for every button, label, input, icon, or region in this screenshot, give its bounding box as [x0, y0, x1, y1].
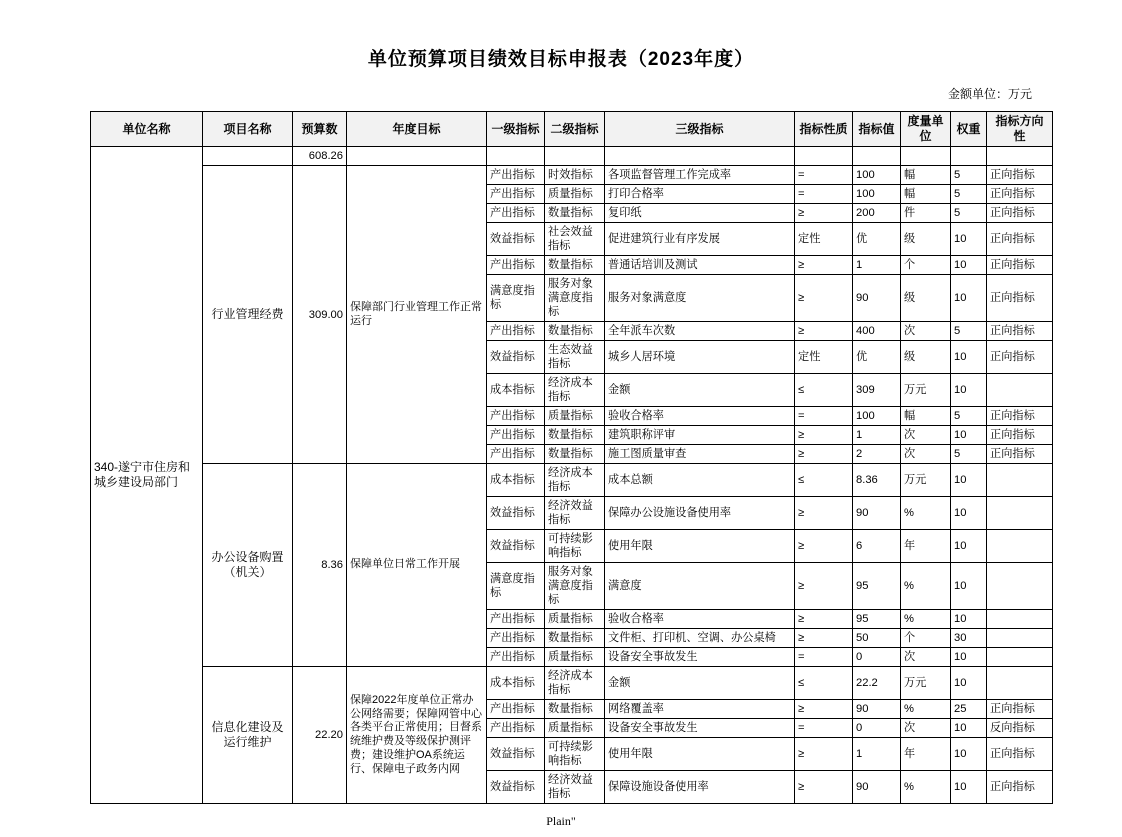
cell-level3-indicator: 验收合格率: [605, 610, 795, 629]
cell-level3-indicator: 复印纸: [605, 204, 795, 223]
cell-indicator-nature: =: [795, 166, 853, 185]
cell-weight: 5: [951, 204, 987, 223]
cell-level2-indicator: 可持续影响指标: [545, 530, 605, 563]
th-indicator-value: 指标值: [853, 112, 901, 147]
cell-level3-indicator: 普通话培训及测试: [605, 256, 795, 275]
cell-weight: 5: [951, 166, 987, 185]
cell-weight: 10: [951, 341, 987, 374]
cell-level2-indicator: 服务对象满意度指标: [545, 563, 605, 610]
cell-level1-indicator: 满意度指标: [487, 275, 545, 322]
cell-weight: 10: [951, 275, 987, 322]
cell-direction: [987, 629, 1053, 648]
cell-measure-unit: %: [901, 771, 951, 804]
cell-direction: 正向指标: [987, 185, 1053, 204]
cell-empty: [545, 147, 605, 166]
cell-measure-unit: 级: [901, 223, 951, 256]
cell-level1-indicator: 满意度指标: [487, 563, 545, 610]
cell-level3-indicator: 施工图质量审查: [605, 445, 795, 464]
cell-indicator-value: 90: [853, 771, 901, 804]
cell-indicator-nature: ≥: [795, 275, 853, 322]
cell-level1-indicator: 效益指标: [487, 530, 545, 563]
cell-weight: 10: [951, 719, 987, 738]
cell-level2-indicator: 经济成本指标: [545, 667, 605, 700]
cell-indicator-value: 2: [853, 445, 901, 464]
cell-project-name: 行业管理经费: [203, 166, 293, 464]
cell-level3-indicator: 满意度: [605, 563, 795, 610]
cell-measure-unit: %: [901, 497, 951, 530]
cell-level3-indicator: 金额: [605, 374, 795, 407]
cell-empty: [795, 147, 853, 166]
cell-direction: [987, 563, 1053, 610]
th-level2-indicator: 二级指标: [545, 112, 605, 147]
cell-level1-indicator: 效益指标: [487, 497, 545, 530]
th-weight: 权重: [951, 112, 987, 147]
cell-weight: 5: [951, 185, 987, 204]
cell-annual-goal: 保障部门行业管理工作正常运行: [347, 166, 487, 464]
th-direction: 指标方向性: [987, 112, 1053, 147]
cell-level2-indicator: 经济成本指标: [545, 374, 605, 407]
cell-direction: 正向指标: [987, 738, 1053, 771]
cell-project-name: 信息化建设及运行维护: [203, 667, 293, 804]
cell-level1-indicator: 产出指标: [487, 719, 545, 738]
cell-level3-indicator: 城乡人居环境: [605, 341, 795, 374]
cell-level2-indicator: 质量指标: [545, 185, 605, 204]
cell-weight: 10: [951, 426, 987, 445]
cell-measure-unit: 年: [901, 530, 951, 563]
cell-indicator-value: 95: [853, 610, 901, 629]
cell-indicator-value: 309: [853, 374, 901, 407]
cell-level1-indicator: 产出指标: [487, 426, 545, 445]
cell-measure-unit: 万元: [901, 374, 951, 407]
cell-indicator-nature: ≥: [795, 204, 853, 223]
amount-unit-note: 金额单位：万元: [947, 87, 1032, 101]
cell-level2-indicator: 生态效益指标: [545, 341, 605, 374]
cell-weight: 10: [951, 464, 987, 497]
cell-indicator-nature: ≥: [795, 563, 853, 610]
cell-level3-indicator: 使用年限: [605, 530, 795, 563]
cell-weight: 5: [951, 407, 987, 426]
cell-direction: [987, 667, 1053, 700]
cell-level3-indicator: 建筑职称评审: [605, 426, 795, 445]
cell-indicator-value: 100: [853, 166, 901, 185]
cell-direction: [987, 374, 1053, 407]
cell-direction: 正向指标: [987, 445, 1053, 464]
cell-indicator-nature: =: [795, 719, 853, 738]
cell-indicator-nature: ≤: [795, 667, 853, 700]
document-page: [0, 44, 1122, 837]
cell-measure-unit: 次: [901, 648, 951, 667]
cell-indicator-value: 6: [853, 530, 901, 563]
cell-empty: [901, 147, 951, 166]
cell-measure-unit: %: [901, 610, 951, 629]
cell-indicator-value: 1: [853, 256, 901, 275]
cell-level3-indicator: 设备安全事故发生: [605, 648, 795, 667]
cell-measure-unit: 个: [901, 629, 951, 648]
cell-direction: 正向指标: [987, 341, 1053, 374]
cell-indicator-value: 22.2: [853, 667, 901, 700]
cell-measure-unit: 件: [901, 204, 951, 223]
cell-level3-indicator: 保障设施设备使用率: [605, 771, 795, 804]
table-row: [91, 147, 1053, 166]
cell-level3-indicator: 各项监督管理工作完成率: [605, 166, 795, 185]
cell-measure-unit: %: [901, 700, 951, 719]
cell-indicator-value: 90: [853, 700, 901, 719]
cell-level3-indicator: 促进建筑行业有序发展: [605, 223, 795, 256]
th-measure-unit: 度量单位: [901, 112, 951, 147]
cell-level2-indicator: 经济效益指标: [545, 497, 605, 530]
cell-indicator-value: 400: [853, 322, 901, 341]
cell-indicator-nature: 定性: [795, 223, 853, 256]
cell-level1-indicator: 成本指标: [487, 464, 545, 497]
cell-empty: [987, 147, 1053, 166]
cell-level1-indicator: 效益指标: [487, 341, 545, 374]
cell-indicator-nature: ≥: [795, 738, 853, 771]
cell-direction: [987, 530, 1053, 563]
cell-level3-indicator: 全年派车次数: [605, 322, 795, 341]
cell-level1-indicator: 成本指标: [487, 374, 545, 407]
cell-indicator-nature: ≥: [795, 610, 853, 629]
cell-level1-indicator: 产出指标: [487, 648, 545, 667]
cell-level2-indicator: 数量指标: [545, 204, 605, 223]
cell-level3-indicator: 使用年限: [605, 738, 795, 771]
cell-direction: 正向指标: [987, 256, 1053, 275]
cell-level2-indicator: 数量指标: [545, 322, 605, 341]
cell-weight: 30: [951, 629, 987, 648]
cell-level1-indicator: 产出指标: [487, 256, 545, 275]
cell-direction: 正向指标: [987, 322, 1053, 341]
cell-level2-indicator: 数量指标: [545, 426, 605, 445]
th-budget: 预算数: [293, 112, 347, 147]
cell-level3-indicator: 验收合格率: [605, 407, 795, 426]
cell-level3-indicator: 网络覆盖率: [605, 700, 795, 719]
cell-indicator-value: 90: [853, 497, 901, 530]
cell-measure-unit: 幅: [901, 166, 951, 185]
cell-level1-indicator: 产出指标: [487, 185, 545, 204]
cell-level3-indicator: 文件柜、打印机、空调、办公桌椅: [605, 629, 795, 648]
cell-direction: [987, 648, 1053, 667]
th-indicator-nature: 指标性质: [795, 112, 853, 147]
cell-direction: 正向指标: [987, 426, 1053, 445]
cell-level3-indicator: 服务对象满意度: [605, 275, 795, 322]
cell-direction: [987, 610, 1053, 629]
cell-level1-indicator: 成本指标: [487, 667, 545, 700]
cell-measure-unit: %: [901, 563, 951, 610]
cell-level1-indicator: 产出指标: [487, 445, 545, 464]
th-level3-indicator: 三级指标: [605, 112, 795, 147]
cell-level3-indicator: 打印合格率: [605, 185, 795, 204]
cell-level2-indicator: 经济效益指标: [545, 771, 605, 804]
cell-indicator-nature: ≥: [795, 629, 853, 648]
cell-indicator-nature: ≤: [795, 464, 853, 497]
cell-indicator-nature: =: [795, 648, 853, 667]
table-body: [91, 147, 1053, 804]
cell-level2-indicator: 经济成本指标: [545, 464, 605, 497]
cell-direction: 正向指标: [987, 275, 1053, 322]
cell-indicator-nature: ≥: [795, 771, 853, 804]
cell-level2-indicator: 质量指标: [545, 719, 605, 738]
cell-indicator-nature: ≥: [795, 530, 853, 563]
cell-indicator-value: 优: [853, 223, 901, 256]
cell-indicator-nature: =: [795, 407, 853, 426]
cell-measure-unit: 万元: [901, 464, 951, 497]
table-header-row: [91, 112, 1053, 147]
cell-level3-indicator: 保障办公设施设备使用率: [605, 497, 795, 530]
cell-level1-indicator: 产出指标: [487, 610, 545, 629]
cell-project-budget: 22.20: [293, 667, 347, 804]
cell-measure-unit: 幅: [901, 407, 951, 426]
cell-indicator-value: 100: [853, 407, 901, 426]
cell-weight: 10: [951, 374, 987, 407]
cell-indicator-nature: ≥: [795, 256, 853, 275]
th-level1-indicator: 一级指标: [487, 112, 545, 147]
cell-level2-indicator: 数量指标: [545, 700, 605, 719]
cell-indicator-value: 200: [853, 204, 901, 223]
cell-indicator-value: 优: [853, 341, 901, 374]
cell-direction: [987, 497, 1053, 530]
cell-measure-unit: 次: [901, 445, 951, 464]
cell-indicator-nature: ≥: [795, 497, 853, 530]
cell-level2-indicator: 数量指标: [545, 445, 605, 464]
cell-weight: 10: [951, 256, 987, 275]
table-row: [91, 166, 1053, 185]
cell-direction: 正向指标: [987, 166, 1053, 185]
cell-project-name: [203, 147, 293, 166]
cell-level3-indicator: 金额: [605, 667, 795, 700]
cell-level2-indicator: 服务对象满意度指标: [545, 275, 605, 322]
cell-weight: 10: [951, 738, 987, 771]
cell-indicator-nature: ≥: [795, 700, 853, 719]
cell-level2-indicator: 质量指标: [545, 648, 605, 667]
table-row: [91, 464, 1053, 497]
cell-direction: [987, 464, 1053, 497]
cell-direction: 正向指标: [987, 700, 1053, 719]
cell-weight: 10: [951, 771, 987, 804]
cell-indicator-nature: 定性: [795, 341, 853, 374]
cell-measure-unit: 幅: [901, 185, 951, 204]
cell-level1-indicator: 产出指标: [487, 629, 545, 648]
performance-target-table: [90, 111, 1053, 804]
performance-target-table-wrapper: [90, 111, 1044, 804]
cell-unit-name: 340-遂宁市住房和城乡建设局部门: [91, 147, 203, 804]
cell-level2-indicator: 数量指标: [545, 256, 605, 275]
th-project-name: 项目名称: [203, 112, 293, 147]
cell-level1-indicator: 产出指标: [487, 166, 545, 185]
cell-project-budget: 309.00: [293, 166, 347, 464]
cell-level2-indicator: 数量指标: [545, 629, 605, 648]
cell-direction: 正向指标: [987, 771, 1053, 804]
cell-indicator-value: 90: [853, 275, 901, 322]
cell-empty: [347, 147, 487, 166]
cell-indicator-nature: ≥: [795, 426, 853, 445]
cell-direction: 正向指标: [987, 204, 1053, 223]
cell-weight: 10: [951, 610, 987, 629]
cell-empty: [487, 147, 545, 166]
cell-level1-indicator: 效益指标: [487, 738, 545, 771]
cell-measure-unit: 次: [901, 719, 951, 738]
cell-measure-unit: 次: [901, 426, 951, 445]
cell-project-name: 办公设备购置（机关）: [203, 464, 293, 667]
cell-indicator-value: 95: [853, 563, 901, 610]
cell-direction: 反向指标: [987, 719, 1053, 738]
cell-weight: 25: [951, 700, 987, 719]
cell-empty: [951, 147, 987, 166]
cell-measure-unit: 级: [901, 341, 951, 374]
cell-weight: 5: [951, 445, 987, 464]
cell-indicator-nature: ≥: [795, 322, 853, 341]
cell-weight: 10: [951, 497, 987, 530]
cell-level2-indicator: 质量指标: [545, 610, 605, 629]
cell-weight: 5: [951, 322, 987, 341]
cell-indicator-value: 8.36: [853, 464, 901, 497]
cell-indicator-value: 50: [853, 629, 901, 648]
page-title: 单位预算项目绩效目标申报表（2023年度）: [367, 49, 755, 70]
cell-empty: [853, 147, 901, 166]
cell-level2-indicator: 社会效益指标: [545, 223, 605, 256]
cell-level2-indicator: 质量指标: [545, 407, 605, 426]
cell-measure-unit: 万元: [901, 667, 951, 700]
cell-level1-indicator: 效益指标: [487, 771, 545, 804]
cell-level1-indicator: 产出指标: [487, 407, 545, 426]
cell-weight: 10: [951, 223, 987, 256]
cell-level1-indicator: 产出指标: [487, 322, 545, 341]
cell-level3-indicator: 设备安全事故发生: [605, 719, 795, 738]
table-row: [91, 667, 1053, 700]
cell-direction: 正向指标: [987, 223, 1053, 256]
cell-indicator-value: 0: [853, 719, 901, 738]
cell-level3-indicator: 成本总额: [605, 464, 795, 497]
cell-indicator-value: 1: [853, 738, 901, 771]
cell-level2-indicator: 可持续影响指标: [545, 738, 605, 771]
cell-direction: 正向指标: [987, 407, 1053, 426]
cell-level1-indicator: 效益指标: [487, 223, 545, 256]
cell-indicator-nature: =: [795, 185, 853, 204]
cell-unit-budget-total: 608.26: [293, 147, 347, 166]
cell-level1-indicator: 产出指标: [487, 204, 545, 223]
cell-annual-goal: 保障单位日常工作开展: [347, 464, 487, 667]
cell-measure-unit: 次: [901, 322, 951, 341]
cell-measure-unit: 年: [901, 738, 951, 771]
cell-indicator-value: 100: [853, 185, 901, 204]
cell-weight: 10: [951, 648, 987, 667]
cell-weight: 10: [951, 563, 987, 610]
page-footer: Plain": [546, 814, 576, 828]
cell-measure-unit: 级: [901, 275, 951, 322]
cell-indicator-nature: ≥: [795, 445, 853, 464]
cell-empty: [605, 147, 795, 166]
cell-indicator-value: 1: [853, 426, 901, 445]
cell-indicator-nature: ≤: [795, 374, 853, 407]
cell-annual-goal: 保障2022年度单位正常办公网络需要；保障网管中心各类平台正常使用；目督系统维护费及等级保护测评费；建设维护OA系统运行、保障电子政务内网: [347, 667, 487, 804]
cell-project-budget: 8.36: [293, 464, 347, 667]
cell-level1-indicator: 产出指标: [487, 700, 545, 719]
cell-level2-indicator: 时效指标: [545, 166, 605, 185]
th-annual-goal: 年度目标: [347, 112, 487, 147]
th-unit-name: 单位名称: [91, 112, 203, 147]
cell-measure-unit: 个: [901, 256, 951, 275]
cell-weight: 10: [951, 667, 987, 700]
cell-weight: 10: [951, 530, 987, 563]
cell-indicator-value: 0: [853, 648, 901, 667]
